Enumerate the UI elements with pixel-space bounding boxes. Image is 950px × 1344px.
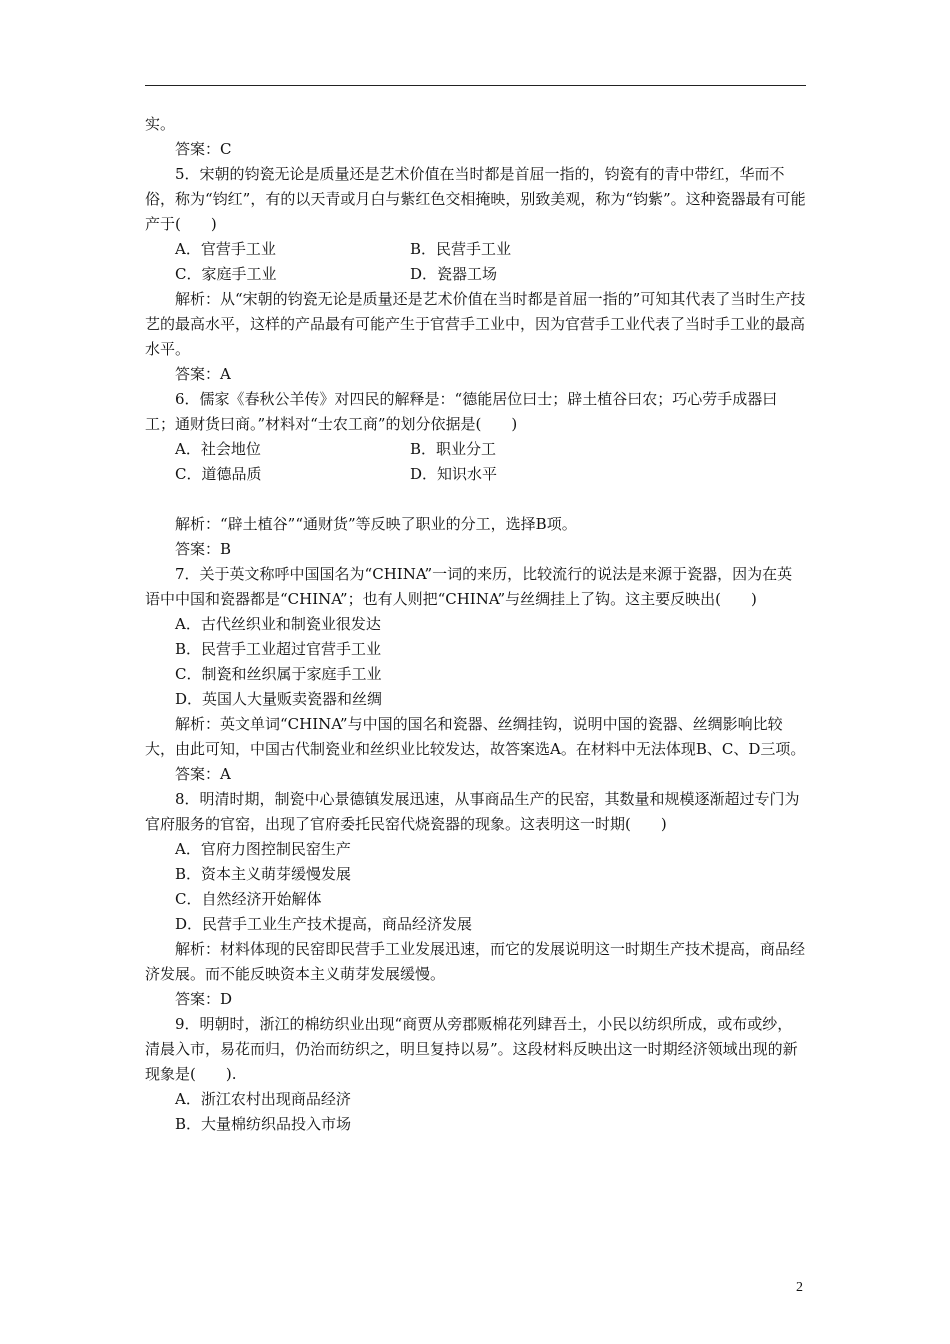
q8-option-b: B．资本主义萌芽缓慢发展 [175, 865, 352, 883]
q7-analysis: 解析：英文单词“CHINA”与中国的国名和瓷器、丝绸挂钩，说明中国的瓷器、丝绸影响比较大，由此可知，中国古代制瓷业和丝织业比较发达，故答案选A。在材料中无法体现B、C、D三项。 [145, 715, 806, 758]
q5-options-row-1 [145, 237, 806, 262]
q7-stem: 7．关于英文称呼中国国名为“CHINA”一词的来历，比较流行的说法是来源于瓷器，因为在英语中中国和瓷器都是“CHINA”；也有人则把“CHINA”与丝绸挂上了钩。这主要反映出( ) [145, 565, 793, 608]
q9-option-a: A．浙江农村出现商品经济 [175, 1090, 351, 1108]
q5-stem: 5．宋朝的钧瓷无论是质量还是艺术价值在当时都是首屈一指的，钧瓷有的青中带红，华而不俗，称为“钧红”，有的以天青或月白与紫红色交相掩映，别致美观，称为“钧紫”。这种瓷器最有可能产于( ) [145, 165, 806, 233]
q6-options-row-2 [145, 462, 806, 487]
q5-options-row-2 [145, 262, 806, 287]
q4-answer: 答案：C [175, 140, 232, 158]
q8-option-d: D．民营手工业生产技术提高，商品经济发展 [175, 915, 473, 933]
q5-option-b: B．民营手工业 [410, 240, 512, 258]
q9-option-b: B．大量棉纺织品投入市场 [175, 1115, 352, 1133]
q6-option-a: A．社会地位 [175, 440, 261, 458]
q6-option-c: C．道德品质 [175, 465, 262, 483]
q6-analysis: 解析：“辟土植谷”“通财货”等反映了职业的分工，选择B项。 [175, 515, 577, 533]
q5-analysis: 解析：从“宋朝的钧瓷无论是质量还是艺术价值在当时都是首屈一指的”可知其代表了当时生产技艺的最高水平，这样的产品最有可能产生于官营手工业中，因为官营手工业代表了当时手工业的最高水平。 [145, 290, 806, 358]
blank-line [145, 487, 806, 512]
intro-tail: 实。 [145, 115, 176, 133]
q7-option-a: A．古代丝织业和制瓷业很发达 [175, 615, 381, 633]
q7-option-c: C．制瓷和丝织属于家庭手工业 [175, 665, 382, 683]
q6-option-d: D．知识水平 [410, 465, 498, 483]
q7-option-d: D．英国人大量贩卖瓷器和丝绸 [175, 690, 383, 708]
q6-answer: 答案：B [175, 540, 232, 558]
q5-answer: 答案：A [175, 365, 231, 383]
q5-option-d: D．瓷器工场 [410, 265, 498, 283]
q7-option-b: B．民营手工业超过官营手工业 [175, 640, 382, 658]
q7-answer: 答案：A [175, 765, 231, 783]
q8-option-a: A．官府力图控制民窑生产 [175, 840, 351, 858]
q8-stem: 8．明清时期，制瓷中心景德镇发展迅速，从事商品生产的民窑，其数量和规模逐渐超过专门为官府服务的官窑，出现了官府委托民窑代烧瓷器的现象。这表明这一时期( ) [145, 790, 800, 833]
page-number: 2 [796, 1280, 803, 1295]
q8-analysis: 解析：材料体现的民窑即民营手工业发展迅速，而它的发展说明这一时期生产技术提高，商品经济发展。而不能反映资本主义萌芽发展缓慢。 [145, 940, 806, 983]
q6-options-row-1 [145, 437, 806, 462]
q6-stem: 6．儒家《春秋公羊传》对四民的解释是：“德能居位曰士；辟土植谷曰农；巧心劳手成器曰工；通财货曰商。”材料对“士农工商”的划分依据是( ) [145, 390, 778, 433]
header-rule [145, 85, 806, 86]
q8-option-c: C．自然经济开始解体 [175, 890, 322, 908]
q8-answer: 答案：D [175, 990, 233, 1008]
q9-stem: 9．明朝时，浙江的棉纺织业出现“商贾从旁郡贩棉花列肆吾土，小民以纺织所成，或布或纱，清晨入市，易花而归，仍治而纺织之，明旦复持以易”。这段材料反映出这一时期经济领域出现的新现象是( ). [145, 1015, 798, 1083]
q5-option-c: C．家庭手工业 [175, 265, 277, 283]
page-content [145, 112, 806, 1137]
q6-option-b: B．职业分工 [410, 440, 497, 458]
q5-option-a: A．官营手工业 [175, 240, 276, 258]
